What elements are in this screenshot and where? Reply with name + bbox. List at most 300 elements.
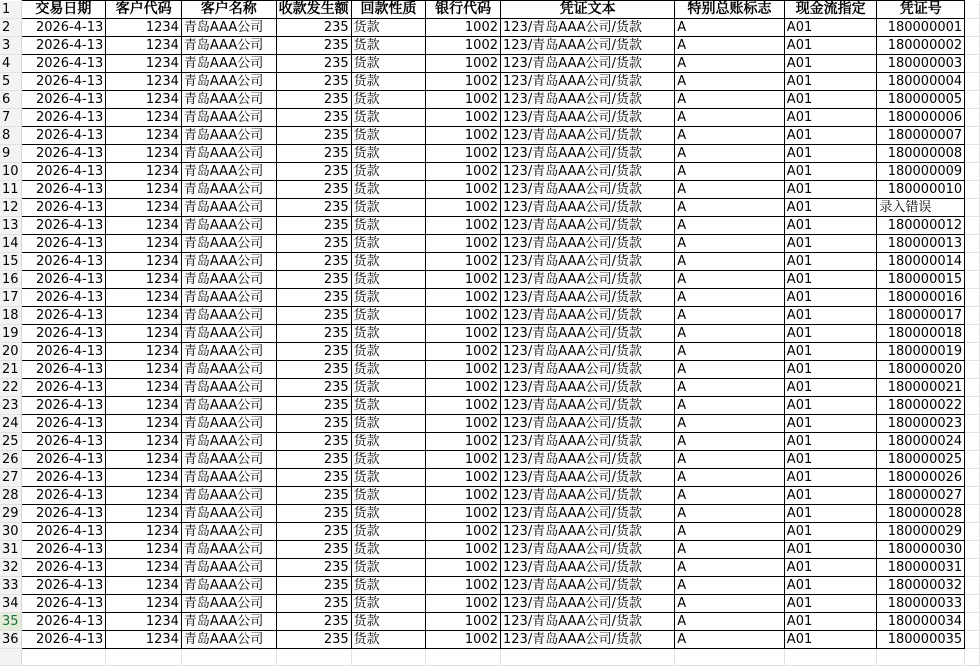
cell-special-gl-flag[interactable]: A xyxy=(675,217,785,235)
cell-bank-code[interactable]: 1002 xyxy=(426,19,501,37)
cell-bank-code[interactable]: 1002 xyxy=(426,577,501,595)
empty-cell[interactable] xyxy=(965,523,980,541)
cell-receipt-amount[interactable]: 235 xyxy=(276,19,351,37)
empty-cell[interactable] xyxy=(965,19,980,37)
row-header[interactable]: 26 xyxy=(0,451,21,469)
cell-trade-date[interactable]: 2026-4-13 xyxy=(21,289,106,307)
cell-special-gl-flag[interactable]: A xyxy=(675,91,785,109)
cell-voucher-no[interactable]: 180000002 xyxy=(877,37,965,55)
cell-special-gl-flag[interactable]: A xyxy=(675,577,785,595)
cell-trade-date[interactable]: 2026-4-13 xyxy=(21,145,106,163)
cell-receipt-amount[interactable]: 235 xyxy=(276,199,351,217)
empty-cell[interactable] xyxy=(965,559,980,577)
row-header[interactable]: 27 xyxy=(0,469,21,487)
cell-customer-name[interactable]: 青岛AAA公司 xyxy=(181,253,276,271)
cell-customer-code[interactable]: 1234 xyxy=(106,199,182,217)
cell-cash-flow-assign[interactable]: A01 xyxy=(784,577,877,595)
cell-cash-flow-assign[interactable]: A01 xyxy=(784,433,877,451)
row-header[interactable]: 11 xyxy=(0,181,21,199)
empty-cell[interactable] xyxy=(965,307,980,325)
row-header[interactable]: 36 xyxy=(0,631,21,649)
column-header-trade-date[interactable]: 交易日期 xyxy=(21,1,106,19)
cell-receipt-amount[interactable]: 235 xyxy=(276,451,351,469)
cell-payment-nature[interactable]: 货款 xyxy=(351,523,426,541)
row-header[interactable]: 32 xyxy=(0,559,21,577)
cell-trade-date[interactable]: 2026-4-13 xyxy=(21,433,106,451)
cell-receipt-amount[interactable]: 235 xyxy=(276,91,351,109)
cell-trade-date[interactable]: 2026-4-13 xyxy=(21,505,106,523)
cell-special-gl-flag[interactable]: A xyxy=(675,235,785,253)
cell-voucher-no[interactable]: 180000021 xyxy=(877,379,965,397)
row-header[interactable]: 2 xyxy=(0,19,21,37)
cell-voucher-text[interactable]: 123/青岛AAA公司/货款 xyxy=(501,433,675,451)
cell-cash-flow-assign[interactable]: A01 xyxy=(784,55,877,73)
empty-cell[interactable] xyxy=(501,649,675,666)
cell-payment-nature[interactable]: 货款 xyxy=(351,307,426,325)
cell-bank-code[interactable]: 1002 xyxy=(426,145,501,163)
cell-bank-code[interactable]: 1002 xyxy=(426,487,501,505)
cell-trade-date[interactable]: 2026-4-13 xyxy=(21,271,106,289)
cell-customer-code[interactable]: 1234 xyxy=(106,505,182,523)
cell-trade-date[interactable]: 2026-4-13 xyxy=(21,163,106,181)
cell-receipt-amount[interactable]: 235 xyxy=(276,37,351,55)
cell-bank-code[interactable]: 1002 xyxy=(426,217,501,235)
cell-special-gl-flag[interactable]: A xyxy=(675,433,785,451)
cell-voucher-no[interactable]: 180000027 xyxy=(877,487,965,505)
cell-cash-flow-assign[interactable]: A01 xyxy=(784,91,877,109)
empty-cell[interactable] xyxy=(965,649,980,666)
row-header[interactable]: 24 xyxy=(0,415,21,433)
empty-cell[interactable] xyxy=(965,469,980,487)
column-header-voucher-no[interactable]: 凭证号 xyxy=(877,1,965,19)
row-header[interactable]: 7 xyxy=(0,109,21,127)
cell-customer-code[interactable]: 1234 xyxy=(106,397,182,415)
cell-receipt-amount[interactable]: 235 xyxy=(276,415,351,433)
cell-customer-name[interactable]: 青岛AAA公司 xyxy=(181,271,276,289)
cell-payment-nature[interactable]: 货款 xyxy=(351,541,426,559)
empty-cell[interactable] xyxy=(965,487,980,505)
empty-cell[interactable] xyxy=(965,127,980,145)
cell-voucher-no[interactable]: 180000024 xyxy=(877,433,965,451)
cell-voucher-no[interactable]: 180000019 xyxy=(877,343,965,361)
empty-cell[interactable] xyxy=(965,595,980,613)
row-header[interactable]: 30 xyxy=(0,523,21,541)
cell-customer-code[interactable]: 1234 xyxy=(106,163,182,181)
cell-trade-date[interactable]: 2026-4-13 xyxy=(21,487,106,505)
cell-cash-flow-assign[interactable]: A01 xyxy=(784,109,877,127)
cell-special-gl-flag[interactable]: A xyxy=(675,397,785,415)
cell-special-gl-flag[interactable]: A xyxy=(675,253,785,271)
empty-cell[interactable] xyxy=(21,649,106,666)
cell-payment-nature[interactable]: 货款 xyxy=(351,19,426,37)
cell-receipt-amount[interactable]: 235 xyxy=(276,379,351,397)
cell-customer-name[interactable]: 青岛AAA公司 xyxy=(181,541,276,559)
empty-cell[interactable] xyxy=(965,415,980,433)
cell-customer-code[interactable]: 1234 xyxy=(106,127,182,145)
row-header[interactable]: 28 xyxy=(0,487,21,505)
row-header[interactable]: 34 xyxy=(0,595,21,613)
cell-cash-flow-assign[interactable]: A01 xyxy=(784,631,877,649)
empty-cell[interactable] xyxy=(965,235,980,253)
cell-customer-name[interactable]: 青岛AAA公司 xyxy=(181,55,276,73)
cell-special-gl-flag[interactable]: A xyxy=(675,631,785,649)
cell-trade-date[interactable]: 2026-4-13 xyxy=(21,37,106,55)
row-header[interactable]: 13 xyxy=(0,217,21,235)
cell-customer-name[interactable]: 青岛AAA公司 xyxy=(181,325,276,343)
cell-customer-name[interactable]: 青岛AAA公司 xyxy=(181,91,276,109)
cell-trade-date[interactable]: 2026-4-13 xyxy=(21,361,106,379)
cell-receipt-amount[interactable]: 235 xyxy=(276,505,351,523)
cell-customer-name[interactable]: 青岛AAA公司 xyxy=(181,19,276,37)
cell-payment-nature[interactable]: 货款 xyxy=(351,37,426,55)
cell-voucher-no[interactable]: 180000003 xyxy=(877,55,965,73)
empty-cell[interactable] xyxy=(965,37,980,55)
cell-voucher-text[interactable]: 123/青岛AAA公司/货款 xyxy=(501,451,675,469)
cell-voucher-no[interactable]: 180000020 xyxy=(877,361,965,379)
cell-payment-nature[interactable]: 货款 xyxy=(351,199,426,217)
cell-trade-date[interactable]: 2026-4-13 xyxy=(21,595,106,613)
cell-bank-code[interactable]: 1002 xyxy=(426,307,501,325)
column-header-receipt-amount[interactable]: 收款发生额 xyxy=(276,1,351,19)
cell-customer-code[interactable]: 1234 xyxy=(106,541,182,559)
cell-receipt-amount[interactable]: 235 xyxy=(276,631,351,649)
empty-cell[interactable] xyxy=(965,55,980,73)
cell-voucher-no[interactable]: 180000010 xyxy=(877,181,965,199)
cell-customer-name[interactable]: 青岛AAA公司 xyxy=(181,235,276,253)
cell-cash-flow-assign[interactable]: A01 xyxy=(784,523,877,541)
cell-cash-flow-assign[interactable]: A01 xyxy=(784,595,877,613)
cell-bank-code[interactable]: 1002 xyxy=(426,541,501,559)
cell-voucher-no[interactable]: 180000007 xyxy=(877,127,965,145)
cell-customer-name[interactable]: 青岛AAA公司 xyxy=(181,307,276,325)
cell-cash-flow-assign[interactable]: A01 xyxy=(784,469,877,487)
empty-cell[interactable] xyxy=(276,649,351,666)
cell-customer-name[interactable]: 青岛AAA公司 xyxy=(181,559,276,577)
cell-customer-code[interactable]: 1234 xyxy=(106,631,182,649)
cell-customer-code[interactable]: 1234 xyxy=(106,307,182,325)
cell-voucher-text[interactable]: 123/青岛AAA公司/货款 xyxy=(501,127,675,145)
cell-payment-nature[interactable]: 货款 xyxy=(351,217,426,235)
cell-trade-date[interactable]: 2026-4-13 xyxy=(21,523,106,541)
cell-special-gl-flag[interactable]: A xyxy=(675,307,785,325)
cell-receipt-amount[interactable]: 235 xyxy=(276,523,351,541)
cell-special-gl-flag[interactable]: A xyxy=(675,55,785,73)
cell-customer-name[interactable]: 青岛AAA公司 xyxy=(181,631,276,649)
cell-bank-code[interactable]: 1002 xyxy=(426,505,501,523)
cell-cash-flow-assign[interactable]: A01 xyxy=(784,181,877,199)
cell-customer-code[interactable]: 1234 xyxy=(106,379,182,397)
cell-customer-name[interactable]: 青岛AAA公司 xyxy=(181,163,276,181)
cell-payment-nature[interactable]: 货款 xyxy=(351,271,426,289)
cell-receipt-amount[interactable]: 235 xyxy=(276,343,351,361)
cell-bank-code[interactable]: 1002 xyxy=(426,595,501,613)
cell-voucher-no[interactable]: 180000033 xyxy=(877,595,965,613)
cell-bank-code[interactable]: 1002 xyxy=(426,199,501,217)
cell-payment-nature[interactable]: 货款 xyxy=(351,163,426,181)
cell-special-gl-flag[interactable]: A xyxy=(675,145,785,163)
cell-cash-flow-assign[interactable]: A01 xyxy=(784,271,877,289)
cell-voucher-text[interactable]: 123/青岛AAA公司/货款 xyxy=(501,469,675,487)
row-header[interactable]: 21 xyxy=(0,361,21,379)
cell-special-gl-flag[interactable]: A xyxy=(675,73,785,91)
cell-customer-code[interactable]: 1234 xyxy=(106,523,182,541)
cell-cash-flow-assign[interactable]: A01 xyxy=(784,361,877,379)
cell-cash-flow-assign[interactable]: A01 xyxy=(784,37,877,55)
empty-cell[interactable] xyxy=(965,73,980,91)
cell-receipt-amount[interactable]: 235 xyxy=(276,127,351,145)
cell-payment-nature[interactable]: 货款 xyxy=(351,469,426,487)
cell-cash-flow-assign[interactable]: A01 xyxy=(784,127,877,145)
cell-customer-code[interactable]: 1234 xyxy=(106,145,182,163)
empty-cell[interactable] xyxy=(784,649,877,666)
cell-cash-flow-assign[interactable]: A01 xyxy=(784,307,877,325)
cell-receipt-amount[interactable]: 235 xyxy=(276,487,351,505)
cell-payment-nature[interactable]: 货款 xyxy=(351,235,426,253)
cell-customer-name[interactable]: 青岛AAA公司 xyxy=(181,505,276,523)
cell-trade-date[interactable]: 2026-4-13 xyxy=(21,415,106,433)
cell-customer-name[interactable]: 青岛AAA公司 xyxy=(181,217,276,235)
cell-special-gl-flag[interactable]: A xyxy=(675,361,785,379)
cell-special-gl-flag[interactable]: A xyxy=(675,379,785,397)
cell-trade-date[interactable]: 2026-4-13 xyxy=(21,577,106,595)
cell-voucher-text[interactable]: 123/青岛AAA公司/货款 xyxy=(501,559,675,577)
cell-customer-name[interactable]: 青岛AAA公司 xyxy=(181,595,276,613)
cell-cash-flow-assign[interactable]: A01 xyxy=(784,163,877,181)
cell-special-gl-flag[interactable]: A xyxy=(675,325,785,343)
cell-customer-name[interactable]: 青岛AAA公司 xyxy=(181,577,276,595)
row-header[interactable]: 5 xyxy=(0,73,21,91)
empty-cell[interactable] xyxy=(351,649,426,666)
cell-bank-code[interactable]: 1002 xyxy=(426,109,501,127)
cell-bank-code[interactable]: 1002 xyxy=(426,469,501,487)
cell-cash-flow-assign[interactable]: A01 xyxy=(784,199,877,217)
cell-customer-code[interactable]: 1234 xyxy=(106,109,182,127)
cell-voucher-text[interactable]: 123/青岛AAA公司/货款 xyxy=(501,577,675,595)
cell-special-gl-flag[interactable]: A xyxy=(675,415,785,433)
row-header[interactable]: 22 xyxy=(0,379,21,397)
column-header-payment-nature[interactable]: 回款性质 xyxy=(351,1,426,19)
cell-special-gl-flag[interactable]: A xyxy=(675,523,785,541)
cell-voucher-text[interactable]: 123/青岛AAA公司/货款 xyxy=(501,379,675,397)
cell-payment-nature[interactable]: 货款 xyxy=(351,55,426,73)
row-header[interactable]: 16 xyxy=(0,271,21,289)
cell-payment-nature[interactable]: 货款 xyxy=(351,73,426,91)
cell-cash-flow-assign[interactable]: A01 xyxy=(784,613,877,631)
cell-payment-nature[interactable]: 货款 xyxy=(351,379,426,397)
cell-voucher-no[interactable]: 录入错误 xyxy=(877,199,965,217)
cell-customer-code[interactable]: 1234 xyxy=(106,181,182,199)
cell-cash-flow-assign[interactable]: A01 xyxy=(784,505,877,523)
cell-voucher-text[interactable]: 123/青岛AAA公司/货款 xyxy=(501,271,675,289)
cell-bank-code[interactable]: 1002 xyxy=(426,397,501,415)
empty-cell[interactable] xyxy=(965,343,980,361)
cell-trade-date[interactable]: 2026-4-13 xyxy=(21,19,106,37)
empty-cell[interactable] xyxy=(965,505,980,523)
cell-bank-code[interactable]: 1002 xyxy=(426,163,501,181)
cell-bank-code[interactable]: 1002 xyxy=(426,361,501,379)
cell-payment-nature[interactable]: 货款 xyxy=(351,109,426,127)
cell-voucher-no[interactable]: 180000028 xyxy=(877,505,965,523)
cell-special-gl-flag[interactable]: A xyxy=(675,127,785,145)
column-header-special-gl-flag[interactable]: 特别总账标志 xyxy=(675,1,785,19)
cell-customer-code[interactable]: 1234 xyxy=(106,289,182,307)
cell-customer-code[interactable]: 1234 xyxy=(106,451,182,469)
cell-payment-nature[interactable]: 货款 xyxy=(351,127,426,145)
cell-receipt-amount[interactable]: 235 xyxy=(276,181,351,199)
empty-cell[interactable] xyxy=(181,649,276,666)
cell-cash-flow-assign[interactable]: A01 xyxy=(784,325,877,343)
cell-cash-flow-assign[interactable]: A01 xyxy=(784,541,877,559)
cell-customer-code[interactable]: 1234 xyxy=(106,433,182,451)
cell-receipt-amount[interactable]: 235 xyxy=(276,559,351,577)
row-header[interactable]: 14 xyxy=(0,235,21,253)
cell-voucher-text[interactable]: 123/青岛AAA公司/货款 xyxy=(501,415,675,433)
cell-cash-flow-assign[interactable]: A01 xyxy=(784,73,877,91)
cell-special-gl-flag[interactable]: A xyxy=(675,541,785,559)
cell-receipt-amount[interactable]: 235 xyxy=(276,325,351,343)
cell-voucher-no[interactable]: 180000013 xyxy=(877,235,965,253)
cell-voucher-no[interactable]: 180000031 xyxy=(877,559,965,577)
cell-customer-name[interactable]: 青岛AAA公司 xyxy=(181,289,276,307)
cell-bank-code[interactable]: 1002 xyxy=(426,379,501,397)
cell-customer-name[interactable]: 青岛AAA公司 xyxy=(181,109,276,127)
cell-voucher-no[interactable]: 180000017 xyxy=(877,307,965,325)
cell-voucher-text[interactable]: 123/青岛AAA公司/货款 xyxy=(501,487,675,505)
cell-bank-code[interactable]: 1002 xyxy=(426,415,501,433)
cell-receipt-amount[interactable]: 235 xyxy=(276,217,351,235)
cell-cash-flow-assign[interactable]: A01 xyxy=(784,343,877,361)
cell-payment-nature[interactable]: 货款 xyxy=(351,145,426,163)
cell-customer-name[interactable]: 青岛AAA公司 xyxy=(181,613,276,631)
cell-customer-name[interactable]: 青岛AAA公司 xyxy=(181,343,276,361)
cell-payment-nature[interactable]: 货款 xyxy=(351,361,426,379)
cell-bank-code[interactable]: 1002 xyxy=(426,181,501,199)
cell-voucher-text[interactable]: 123/青岛AAA公司/货款 xyxy=(501,325,675,343)
empty-cell[interactable] xyxy=(965,181,980,199)
cell-payment-nature[interactable]: 货款 xyxy=(351,433,426,451)
cell-voucher-text[interactable]: 123/青岛AAA公司/货款 xyxy=(501,181,675,199)
cell-receipt-amount[interactable]: 235 xyxy=(276,361,351,379)
cell-cash-flow-assign[interactable]: A01 xyxy=(784,253,877,271)
cell-special-gl-flag[interactable]: A xyxy=(675,199,785,217)
cell-voucher-no[interactable]: 180000035 xyxy=(877,631,965,649)
cell-customer-code[interactable]: 1234 xyxy=(106,577,182,595)
cell-customer-name[interactable]: 青岛AAA公司 xyxy=(181,469,276,487)
cell-customer-code[interactable]: 1234 xyxy=(106,325,182,343)
cell-receipt-amount[interactable]: 235 xyxy=(276,595,351,613)
cell-trade-date[interactable]: 2026-4-13 xyxy=(21,325,106,343)
cell-trade-date[interactable]: 2026-4-13 xyxy=(21,397,106,415)
cell-receipt-amount[interactable]: 235 xyxy=(276,541,351,559)
cell-special-gl-flag[interactable]: A xyxy=(675,505,785,523)
cell-receipt-amount[interactable]: 235 xyxy=(276,397,351,415)
cell-voucher-text[interactable]: 123/青岛AAA公司/货款 xyxy=(501,541,675,559)
empty-cell[interactable] xyxy=(675,649,785,666)
cell-customer-code[interactable]: 1234 xyxy=(106,487,182,505)
cell-customer-name[interactable]: 青岛AAA公司 xyxy=(181,37,276,55)
row-header[interactable]: 6 xyxy=(0,91,21,109)
empty-cell[interactable] xyxy=(965,379,980,397)
cell-receipt-amount[interactable]: 235 xyxy=(276,307,351,325)
cell-voucher-text[interactable]: 123/青岛AAA公司/货款 xyxy=(501,343,675,361)
cell-customer-name[interactable]: 青岛AAA公司 xyxy=(181,523,276,541)
row-header[interactable]: 31 xyxy=(0,541,21,559)
empty-cell[interactable] xyxy=(965,271,980,289)
cell-payment-nature[interactable]: 货款 xyxy=(351,487,426,505)
column-header-cash-flow-assign[interactable]: 现金流指定 xyxy=(784,1,877,19)
cell-trade-date[interactable]: 2026-4-13 xyxy=(21,91,106,109)
cell-voucher-text[interactable]: 123/青岛AAA公司/货款 xyxy=(501,217,675,235)
cell-cash-flow-assign[interactable]: A01 xyxy=(784,559,877,577)
cell-cash-flow-assign[interactable]: A01 xyxy=(784,379,877,397)
row-header[interactable]: 10 xyxy=(0,163,21,181)
cell-trade-date[interactable]: 2026-4-13 xyxy=(21,181,106,199)
empty-cell[interactable] xyxy=(965,451,980,469)
cell-voucher-no[interactable]: 180000023 xyxy=(877,415,965,433)
cell-special-gl-flag[interactable]: A xyxy=(675,163,785,181)
row-header[interactable]: 25 xyxy=(0,433,21,451)
cell-customer-name[interactable]: 青岛AAA公司 xyxy=(181,397,276,415)
cell-voucher-text[interactable]: 123/青岛AAA公司/货款 xyxy=(501,289,675,307)
cell-payment-nature[interactable]: 货款 xyxy=(351,181,426,199)
cell-cash-flow-assign[interactable]: A01 xyxy=(784,487,877,505)
cell-receipt-amount[interactable]: 235 xyxy=(276,253,351,271)
empty-cell[interactable] xyxy=(426,649,501,666)
cell-voucher-no[interactable]: 180000014 xyxy=(877,253,965,271)
cell-special-gl-flag[interactable]: A xyxy=(675,487,785,505)
row-header[interactable]: 17 xyxy=(0,289,21,307)
cell-bank-code[interactable]: 1002 xyxy=(426,433,501,451)
empty-cell[interactable] xyxy=(965,163,980,181)
empty-cell[interactable] xyxy=(965,541,980,559)
cell-special-gl-flag[interactable]: A xyxy=(675,559,785,577)
cell-receipt-amount[interactable]: 235 xyxy=(276,613,351,631)
cell-voucher-text[interactable]: 123/青岛AAA公司/货款 xyxy=(501,397,675,415)
cell-trade-date[interactable]: 2026-4-13 xyxy=(21,73,106,91)
cell-customer-code[interactable]: 1234 xyxy=(106,37,182,55)
cell-customer-code[interactable]: 1234 xyxy=(106,613,182,631)
empty-cell[interactable] xyxy=(965,433,980,451)
empty-cell[interactable] xyxy=(965,289,980,307)
cell-bank-code[interactable]: 1002 xyxy=(426,271,501,289)
cell-payment-nature[interactable]: 货款 xyxy=(351,343,426,361)
row-header[interactable]: 8 xyxy=(0,127,21,145)
cell-customer-code[interactable]: 1234 xyxy=(106,253,182,271)
cell-cash-flow-assign[interactable]: A01 xyxy=(784,289,877,307)
cell-customer-code[interactable]: 1234 xyxy=(106,415,182,433)
cell-voucher-text[interactable]: 123/青岛AAA公司/货款 xyxy=(501,631,675,649)
cell-receipt-amount[interactable]: 235 xyxy=(276,577,351,595)
cell-payment-nature[interactable]: 货款 xyxy=(351,289,426,307)
cell-receipt-amount[interactable]: 235 xyxy=(276,145,351,163)
cell-customer-name[interactable]: 青岛AAA公司 xyxy=(181,127,276,145)
empty-cell[interactable] xyxy=(965,325,980,343)
cell-payment-nature[interactable]: 货款 xyxy=(351,451,426,469)
cell-customer-code[interactable]: 1234 xyxy=(106,73,182,91)
cell-special-gl-flag[interactable]: A xyxy=(675,181,785,199)
cell-customer-code[interactable]: 1234 xyxy=(106,19,182,37)
cell-cash-flow-assign[interactable]: A01 xyxy=(784,217,877,235)
cell-voucher-no[interactable]: 180000026 xyxy=(877,469,965,487)
cell-cash-flow-assign[interactable]: A01 xyxy=(784,145,877,163)
cell-voucher-text[interactable]: 123/青岛AAA公司/货款 xyxy=(501,307,675,325)
cell-customer-code[interactable]: 1234 xyxy=(106,91,182,109)
row-header[interactable]: 3 xyxy=(0,37,21,55)
cell-bank-code[interactable]: 1002 xyxy=(426,613,501,631)
empty-cell[interactable] xyxy=(965,631,980,649)
cell-voucher-text[interactable]: 123/青岛AAA公司/货款 xyxy=(501,595,675,613)
cell-voucher-no[interactable]: 180000022 xyxy=(877,397,965,415)
